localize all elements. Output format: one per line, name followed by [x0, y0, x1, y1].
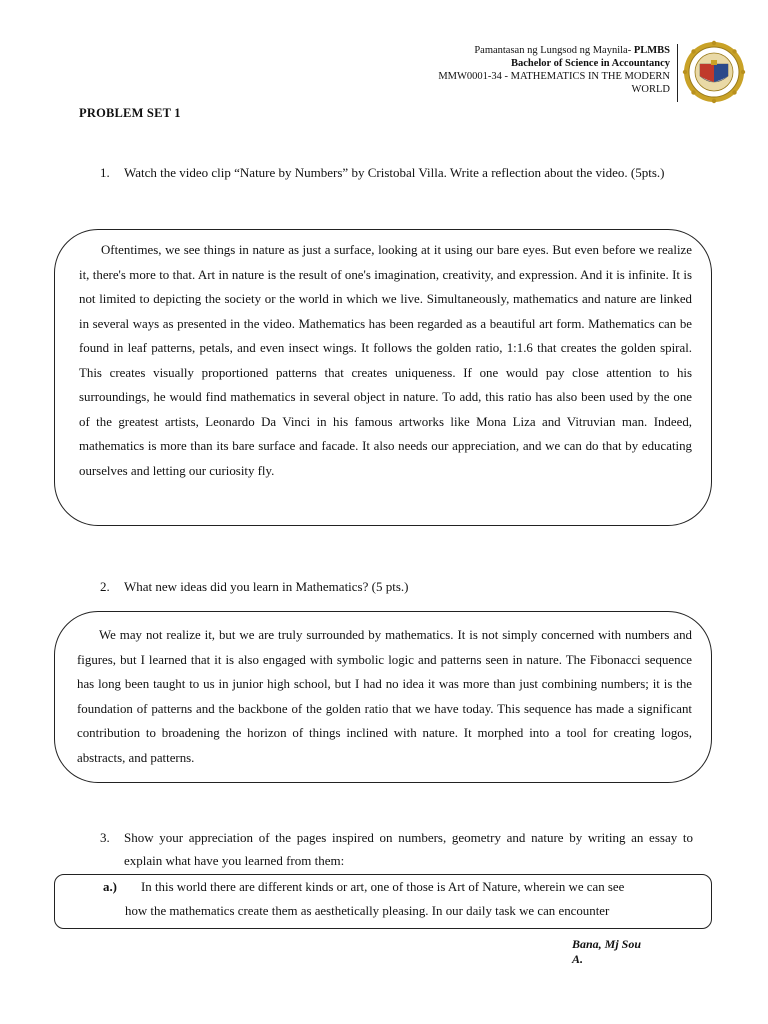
university-name: Pamantasan ng Lungsod ng Maynila- — [474, 45, 634, 56]
answer-line-1: In this world there are different kinds or art, one of those is Art of Nature, wherein we can see — [141, 880, 625, 894]
program-name: Bachelor of Science in Accountancy — [510, 58, 670, 69]
question-text: Show your appreciation of the pages inspired on numbers, geometry and nature by writing an essay to explain what have you learned from them: — [124, 830, 693, 868]
answer-text: We may not realize it, but we are truly surrounded by mathematics. It is not simply concerned with numbers and figures, but I learned that it is also engaged with symbolic logic and patterns seen in nature. The Fibonacci sequence has long been taught to us in junior high school, but I had no idea it was more than just combining numbers; it is the foundation of patterns and the backbone of the golden ratio that we have today. This sequence has made a significant contribution to broadening the horizon of things inclined with nature. It morphed into a tool for creating logos, abstracts, and patterns. — [77, 628, 692, 765]
answer-box-1 — [54, 229, 712, 526]
course-code-cont: WORLD — [631, 84, 670, 95]
problem-set-title: PROBLEM SET 1 — [79, 106, 181, 120]
university-seal-icon — [682, 40, 746, 104]
question-number: 2. — [100, 579, 110, 594]
answer-box-3 — [54, 874, 712, 929]
document-header — [438, 44, 670, 96]
answer-line-2: how the mathematics create them as aesthetically pleasing. In our daily task we can encounter — [125, 904, 610, 918]
question-1 — [100, 161, 693, 184]
question-text: What new ideas did you learn in Mathematics? (5 pts.) — [124, 579, 409, 594]
question-text: Watch the video clip “Nature by Numbers” by Cristobal Villa. Write a reflection about the video. (5pts.) — [124, 165, 665, 180]
university-line — [438, 44, 670, 57]
university-code: PLMBS — [633, 45, 670, 56]
author-signature — [572, 937, 641, 967]
sub-item-label: a.) — [103, 880, 117, 894]
question-3 — [100, 826, 693, 872]
question-number: 1. — [100, 165, 110, 180]
answer-box-2 — [54, 611, 712, 783]
question-2 — [100, 575, 693, 598]
header-divider — [677, 44, 678, 102]
author-name: Bana, Mj Sou — [572, 937, 642, 951]
answer-text: Oftentimes, we see things in nature as just a surface, looking at it using our bare eyes. But even before we realize it, there's more to that. Art in nature is the result of one's imagination, creativity, and expression. And it is infinite. It is not limited to depicting the society or the world in which we live. Simultaneously, mathematics and nature are linked in several ways as presented in the video. Mathematics has been regarded as a beautiful art form. Mathematics can be found in leaf patterns, petals, and even insect wings. It follows the golden ratio, 1:1.6 that creates the golden spiral. This creates visually proportioned patterns that creates uniqueness. If one would pay close attention to his surroundings, he would find mathematics in several object in nature. To add, this ratio has also been used by the one of the greatest artists, Leonardo Da Vinci in his famous artworks like Mona Liza and Vitruvian man. Indeed, mathematics is more than its bare surface and facade. It also needs our appreciation, and we can do that by educating ourselves and letting our curiosity fly. — [79, 243, 692, 478]
question-number: 3. — [100, 830, 110, 845]
author-initial: A. — [572, 952, 584, 966]
course-code: MMW0001-34 - MATHEMATICS IN THE MODERN — [438, 71, 670, 82]
